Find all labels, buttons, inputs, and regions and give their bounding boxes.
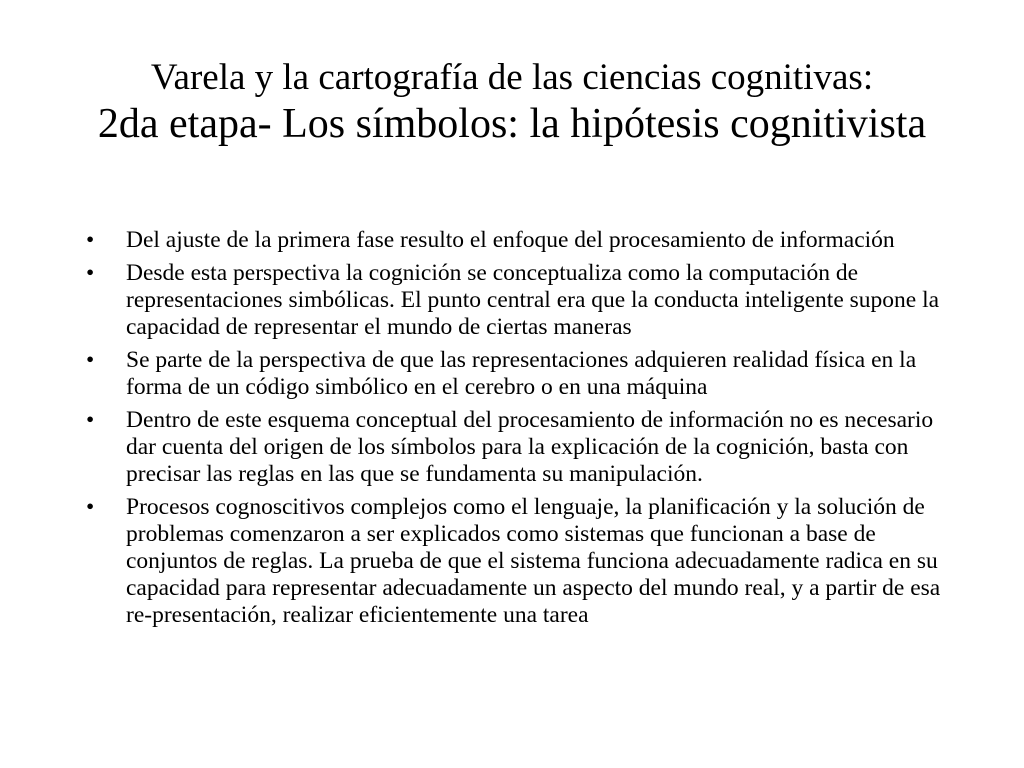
slide-title xyxy=(80,56,944,148)
bullet-item xyxy=(86,227,956,254)
bullet-item xyxy=(86,407,956,488)
bullet-dot: • xyxy=(86,347,95,373)
bullet-list xyxy=(86,227,956,635)
bullet-text: Procesos cognoscitivos complejos como el lenguaje, la planificación y la solución de problemas comenzaron a ser explicados como sistemas que funcionan a base de conjuntos de reglas. La prueba de que el sistema funciona adecuadamente radica en su capacidad para representar adecuadamente un aspecto del mundo real, y a partir de esa re-presentación, realizar eficientemente una tarea xyxy=(126,494,941,628)
title-line-1: Varela y la cartografía de las ciencias cognitivas: xyxy=(150,57,874,98)
bullet-item xyxy=(86,347,956,401)
bullet-item xyxy=(86,494,956,629)
bullet-text: Dentro de este esquema conceptual del procesamiento de información no es necesario dar cuenta del origen de los símbolos para la explicación de la cognición, basta con precisar las reglas en las que se fundamenta su manipulación. xyxy=(126,407,934,487)
title-line-2: 2da etapa- Los símbolos: la hipótesis cognitivista xyxy=(97,101,927,147)
bullet-dot: • xyxy=(86,260,95,286)
bullet-item xyxy=(86,260,956,341)
bullet-dot: • xyxy=(86,227,95,253)
bullet-text: Del ajuste de la primera fase resulto el enfoque del procesamiento de información xyxy=(126,227,895,253)
bullet-dot: • xyxy=(86,494,95,520)
bullet-text: Desde esta perspectiva la cognición se conceptualiza como la computación de representaciones simbólicas. El punto central era que la conducta inteligente supone la capacidad de representar el mundo de ciertas maneras xyxy=(126,260,940,340)
bullet-dot: • xyxy=(86,407,95,433)
bullet-text: Se parte de la perspectiva de que las representaciones adquieren realidad física en la forma de un código simbólico en el cerebro o en una máquina xyxy=(126,347,917,400)
